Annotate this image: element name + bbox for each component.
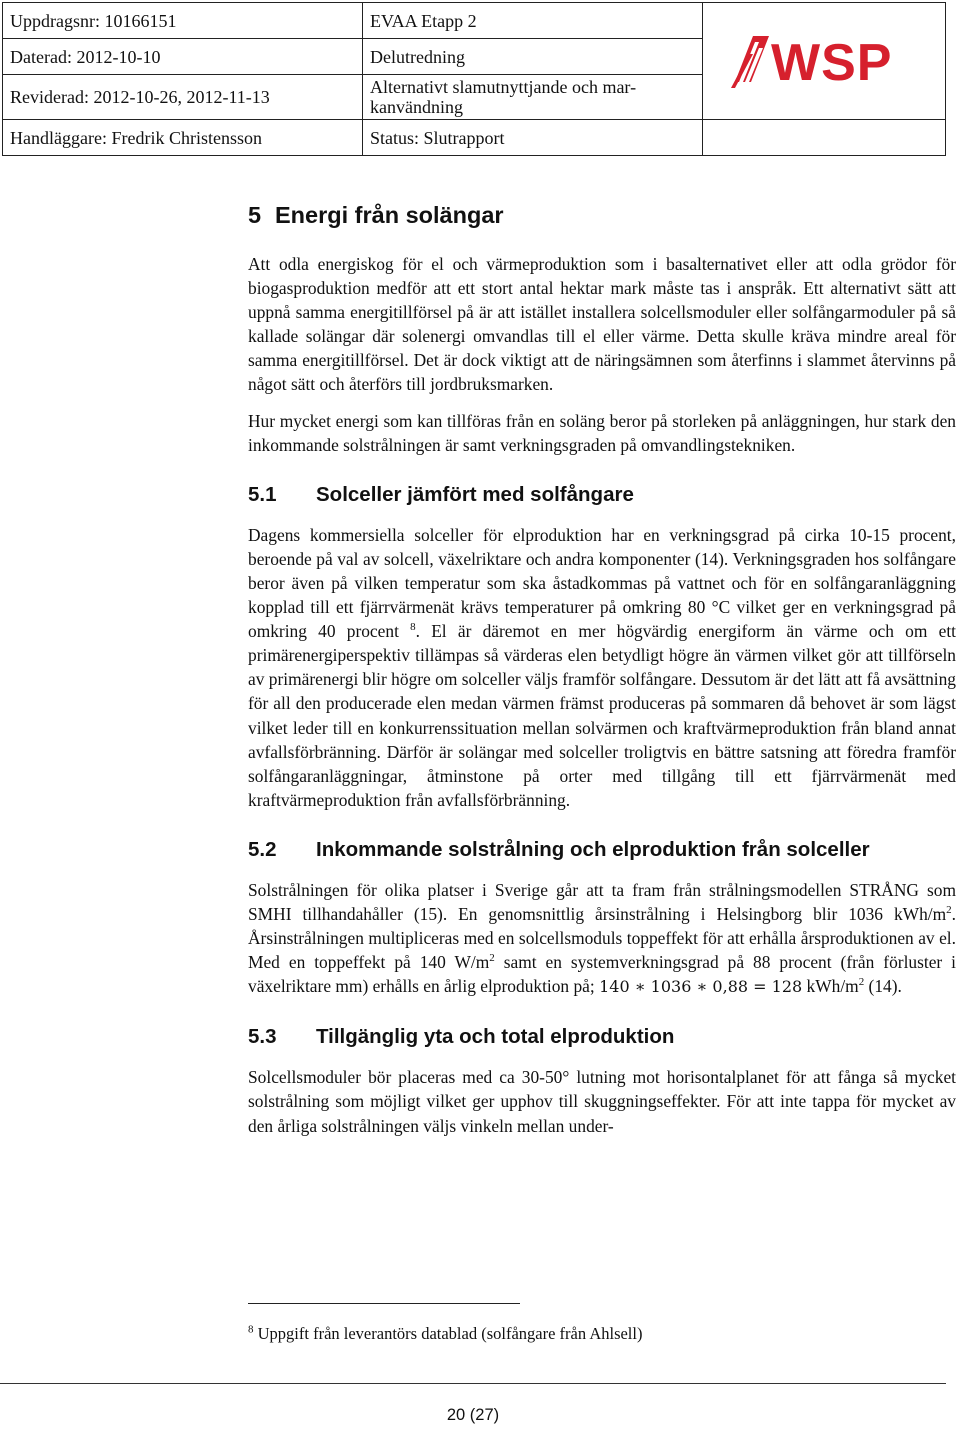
section-5-heading [248,200,956,230]
paragraph: Hur mycket energi som kan tillföras från en soläng beror på storleken på anläggningen, hur stark den inkommande solstrålningen är samt verkningsgraden på omvandlingstekniken. [248,410,956,455]
text-run: Solstrålningen för olika platser i Sverige går att ta fram från strålningsmodellen STRÅNG som SMHI tillhandahåller (15). En genomsnittlig årsinstrålning i Helsingborg blir 1036 kWh/m [248,879,956,924]
section-title: Solceller jämfört med solfångare [316,482,634,506]
paragraph: Att odla energiskog för el och värmeproduktion som i basalternativet eller att odla grödor för biogasproduktion medför att ett stort antal hektar mark måste tas i anspråk. Ett alternativt sätt att uppnå samma energitillförsel på är att istället installera solcellsmoduler eller solfångarmoduler på så kallade solängar där solenergi omvandlas till el eller värme. Detta skulle kräva mindre areal för samma energitillförsel. Det är dock viktigt att de näringsämnen som återfinns i slammet återvinns på något sätt och återförs till jordbruksmarken. [248,254,956,395]
paragraph [248,523,956,812]
header-status: Status: Slutrapport [363,120,703,156]
header-handlaggare: Handläggare: Fredrik Christensson [3,120,363,156]
footnote [248,1323,642,1345]
header-subtitle-line2: kanvändning [370,97,463,117]
paragraph: Solcellsmoduler bör placeras med ca 30-50° lutning mot horisontalplanet för att fånga så mycket solstrålning som möjligt vilket ger upphov till skuggningseffekter. För att inte tappa för mycket av den årliga solstrålningen väljs vinkeln mellan under- [248,1067,956,1136]
document-header [2,2,946,156]
text-run: kWh/m [802,976,859,997]
header-daterad: Daterad: 2012-10-10 [3,39,363,75]
paragraph [248,878,956,999]
section-number: 5.1 [248,482,277,506]
text-run: Dagens kommersiella solceller för elproduktion har en verkningsgrad på cirka 10-15 procent, beroende på val av solcell, växelriktare och andra komponenter (14). Verkningsgraden hos solfångare beror även på vilken temperatur som ska åstadkommas på vattnet och för en solfångaranläggning kopplad till ett fjärrvärmenät krävs temperaturer på omkring 80 °C vilket ger en verkningsgrad på omkring 40 procent [248,524,956,642]
footer-rule [0,1383,946,1384]
superscript: 2 [489,952,495,965]
page-content [248,200,956,1138]
logo-cell [703,3,946,120]
header-subtitle-line1: Alternativt slamutnyttjande och mar- [370,77,637,97]
section-title: Energi från solängar [275,202,504,228]
superscript: 2 [946,904,952,917]
section-5-2-heading [248,836,956,864]
text-run: . Årsinstrålningen multipliceras med en solcellsmoduls toppeffekt för att erhålla årsproduktionen av el. Med en toppeffekt på 140 W/m [248,903,956,973]
footnote-text: Uppgift från leverantörs datablad (solfångare från Ahlsell) [253,1324,643,1343]
header-uppdragsnr: Uppdragsnr: 10166151 [3,3,363,39]
section-title: Inkommande solstrålning och elproduktion från solceller [316,837,870,861]
section-title: Tillgänglig yta och total elproduktion [316,1025,675,1049]
section-number: 5.3 [248,1025,277,1049]
section-number: 5.2 [248,837,277,861]
header-empty-cell [703,120,946,156]
superscript: 2 [858,976,865,989]
header-subtitle [363,75,703,120]
header-reviderad: Reviderad: 2012-10-26, 2012-11-13 [3,75,363,120]
wsp-logo [729,24,919,94]
wsp-logo-text: WSP [771,34,893,92]
section-5-1-heading [248,481,956,509]
wsp-flag-icon [731,36,769,88]
text-run: samt en systemverkningsgrad på 88 procent (från förluster i växelriktare mm) erhålls en årlig elproduktion på; [248,952,957,997]
text-run: (14). [864,976,902,997]
footnote-number: 8 [248,1323,254,1336]
formula: 140 ∗ 1036 ∗ 0,88 = 128 [599,977,803,997]
section-5-3-heading [248,1023,956,1051]
footnote-separator [248,1303,520,1304]
section-number: 5 [248,202,262,228]
text-run: . El är däremot en mer högvärdig energiform än värme och om ett primärenergiperspektiv tillämpas så värderas elen betydligt högre än värmen vilket gör att tillförseln av primärenergi blir högre om solceller väljs framför solfångare. Dessutom är det lätt att få avsättning för all den producerade elen medan värmen främst produceras på sommaren då behovet är som lägst vilket leder till en konkurrenssituation mellan solvärmen och kraftvärmeproduktion från bland annat avfallsförbränning. Därför är solängar med solceller troligtvis en bättre satsning att föredra framför solfångaranläggningar, åtminstone på orter med tillgång till ett fjärrvärmenät med kraftvärmeproduktion från avfallsförbränning. [248,621,956,810]
header-report-type: Delutredning [363,39,703,75]
header-project: EVAA Etapp 2 [363,3,703,39]
footnote-reference[interactable]: 8 [410,621,416,634]
page-number: 20 (27) [446,1406,500,1424]
